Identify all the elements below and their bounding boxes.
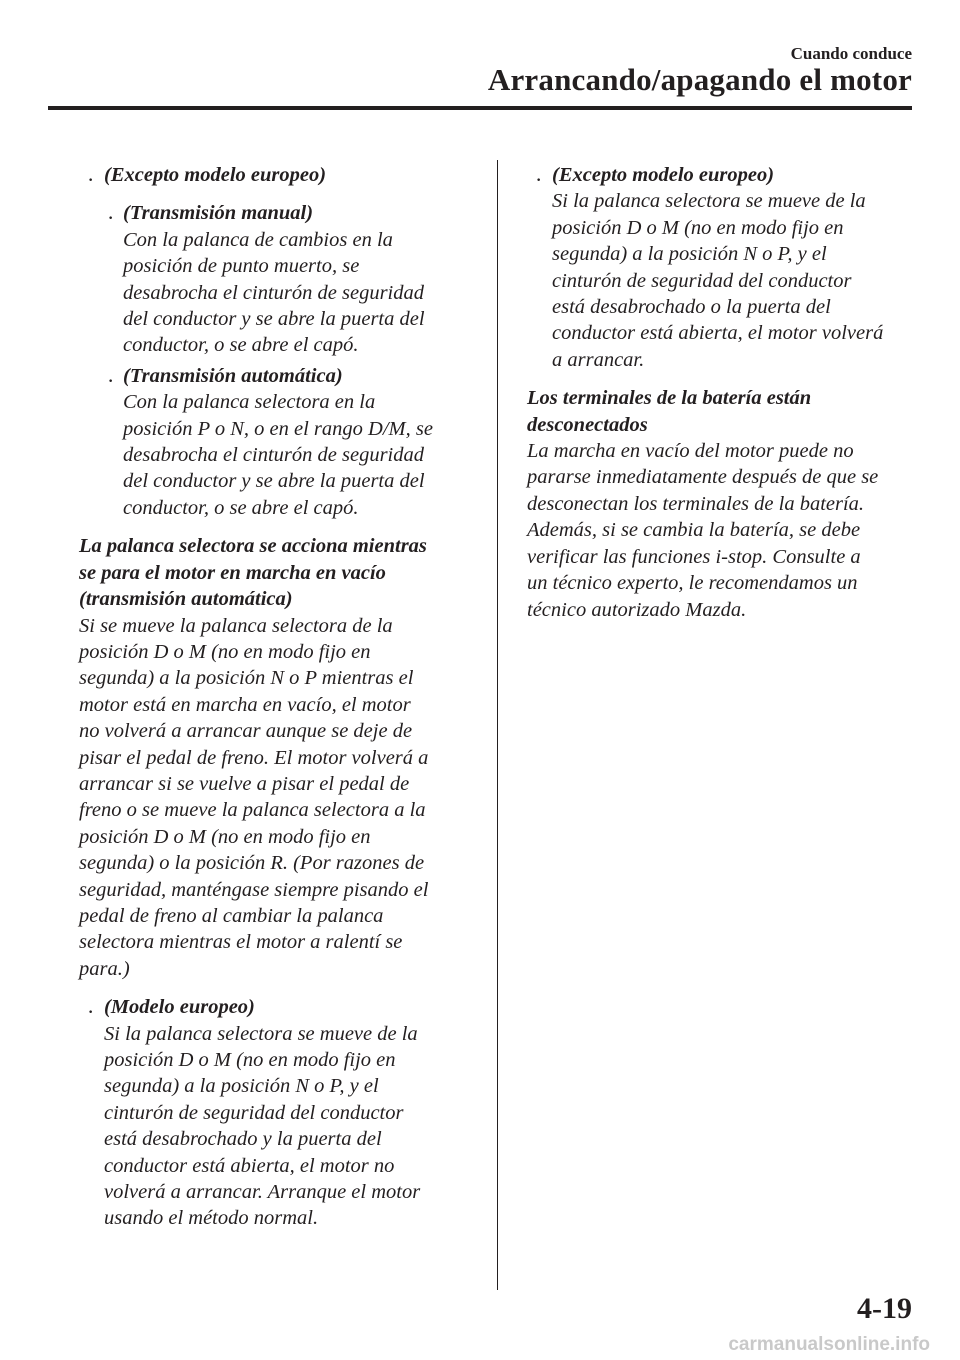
paragraph-line: del conductor y se abre la puerta del — [123, 470, 425, 493]
paragraph-line: motor está en marcha en vacío, el motor — [79, 693, 411, 716]
paragraph-line: Con la palanca de cambios en la — [123, 228, 393, 251]
bullet-heading: (Modelo europeo) — [104, 996, 255, 1019]
paragraph-line: posición P o N, o en el rango D/M, se — [123, 417, 433, 440]
bullet-heading: (Excepto modelo europeo) — [552, 164, 775, 186]
bullet-excepto-europeo-right — [527, 162, 927, 373]
paragraph-line: posición D o M (no en modo fijo en — [79, 640, 371, 663]
section-heading-line: se para el motor en marcha en vacío — [79, 561, 386, 584]
paragraph-line: desconectan los terminales de la batería. — [527, 492, 865, 515]
paragraph-line: cinturón de seguridad del conductor — [552, 269, 852, 292]
paragraph-line: técnico autorizado Mazda. — [527, 598, 747, 621]
section-bateria — [527, 385, 927, 623]
paragraph-line: Si la palanca selectora se mueve de la — [104, 1022, 418, 1045]
bullet-transmision-manual — [79, 200, 479, 358]
paragraph-line: arrancar si se vuelve a pisar el pedal de — [79, 772, 410, 795]
bullet-modelo-europeo — [79, 994, 479, 1232]
header-rule — [48, 106, 912, 110]
paragraph-line: Si la palanca selectora se mueve de la — [552, 190, 866, 213]
paragraph-line: conductor está abierta, el motor volverá — [552, 322, 884, 345]
paragraph-line: segunda) a la posición N o P, y el — [552, 243, 827, 266]
paragraph-line: posición D o M (no en modo fijo en — [79, 825, 371, 848]
column-divider — [497, 160, 498, 1290]
paragraph-line: segunda) o la posición R. (Por razones de — [79, 852, 425, 875]
paragraph-line: seguridad, manténgase siempre pisando el — [79, 878, 429, 901]
paragraph-line: posición de punto muerto, se — [123, 255, 360, 278]
section-heading-line: (transmisión automática) — [79, 588, 293, 611]
left-column — [79, 162, 479, 1232]
paragraph-line: posición D o M (no en modo fijo en — [104, 1049, 396, 1071]
paragraph-line: Además, si se cambia la batería, se debe — [527, 519, 861, 542]
right-column — [527, 162, 927, 623]
paragraph-line: volverá a arrancar. Arranque el motor — [104, 1181, 421, 1204]
section-heading-line: desconectados — [527, 413, 648, 436]
paragraph-line: conductor está abierta, el motor no — [104, 1154, 395, 1177]
page-title: Arrancando/apagando el motor — [487, 62, 912, 97]
section-heading-line: La palanca selectora se acciona mientras — [79, 535, 427, 558]
paragraph-line: usando el método normal. — [104, 1207, 319, 1230]
paragraph-line: está desabrochado o la puerta del — [552, 296, 831, 319]
section-heading-line: Los terminales de la batería están — [527, 387, 812, 410]
bullet-dot-icon: · — [88, 172, 94, 189]
bullet-transmision-automatica — [79, 363, 479, 521]
paragraph-line: a arrancar. — [552, 348, 645, 371]
paragraph-line: desabrocha el cinturón de seguridad — [123, 444, 425, 467]
paragraph-line: posición D o M (no en modo fijo en — [552, 216, 844, 239]
paragraph-line: no volverá a arrancar aunque se deje de — [79, 720, 413, 743]
paragraph-line: segunda) a la posición N o P, y el — [104, 1075, 379, 1098]
paragraph-line: verificar las funciones i-stop. Consulte a — [527, 545, 861, 568]
paragraph-line: freno o se mueve la palanca selectora a la — [79, 799, 426, 822]
paragraph-line: desabrocha el cinturón de seguridad — [123, 281, 425, 304]
bullet-dot-icon: · — [108, 210, 114, 228]
paragraph-line: selectora mientras el motor a ralentí se — [79, 931, 403, 954]
watermark: carmanualsonline.info — [728, 1334, 930, 1355]
paragraph-line: está desabrochado y la puerta del — [104, 1128, 382, 1151]
paragraph-line: Si se mueve la palanca selectora de la — [79, 614, 393, 637]
bullet-heading: (Transmisión manual) — [123, 202, 314, 225]
paragraph-line: para.) — [79, 957, 130, 980]
paragraph-line: segunda) a la posición N o P mientras el — [79, 667, 414, 690]
bullet-dot-icon: · — [108, 372, 114, 390]
paragraph-line: La marcha en vacío del motor puede no — [527, 440, 854, 463]
bullet-heading: (Transmisión automática) — [123, 364, 343, 387]
paragraph-line: un técnico experto, le recomendamos un — [527, 572, 858, 595]
paragraph-line: pedal de freno al cambiar la palanca — [79, 904, 384, 927]
paragraph-line: pararse inmediatamente después de que se — [527, 466, 879, 489]
paragraph-line: conductor, o se abre el capó. — [123, 496, 359, 519]
bullet-dot-icon: · — [536, 172, 542, 189]
paragraph-line: conductor, o se abre el capó. — [123, 334, 359, 357]
bullet-dot-icon: · — [88, 1004, 94, 1022]
bullet-excepto-europeo — [79, 162, 479, 188]
paragraph-line: del conductor y se abre la puerta del — [123, 308, 425, 331]
section-palanca — [79, 533, 479, 982]
paragraph-line: pisar el pedal de freno. El motor volverá a — [79, 746, 429, 769]
bullet-heading: (Excepto modelo europeo) — [104, 164, 327, 186]
paragraph-line: Con la palanca selectora en la — [123, 391, 376, 414]
page-number: 4-19 — [857, 1292, 912, 1325]
section-label: Cuando conduce — [790, 44, 912, 63]
paragraph-line: cinturón de seguridad del conductor — [104, 1101, 404, 1124]
